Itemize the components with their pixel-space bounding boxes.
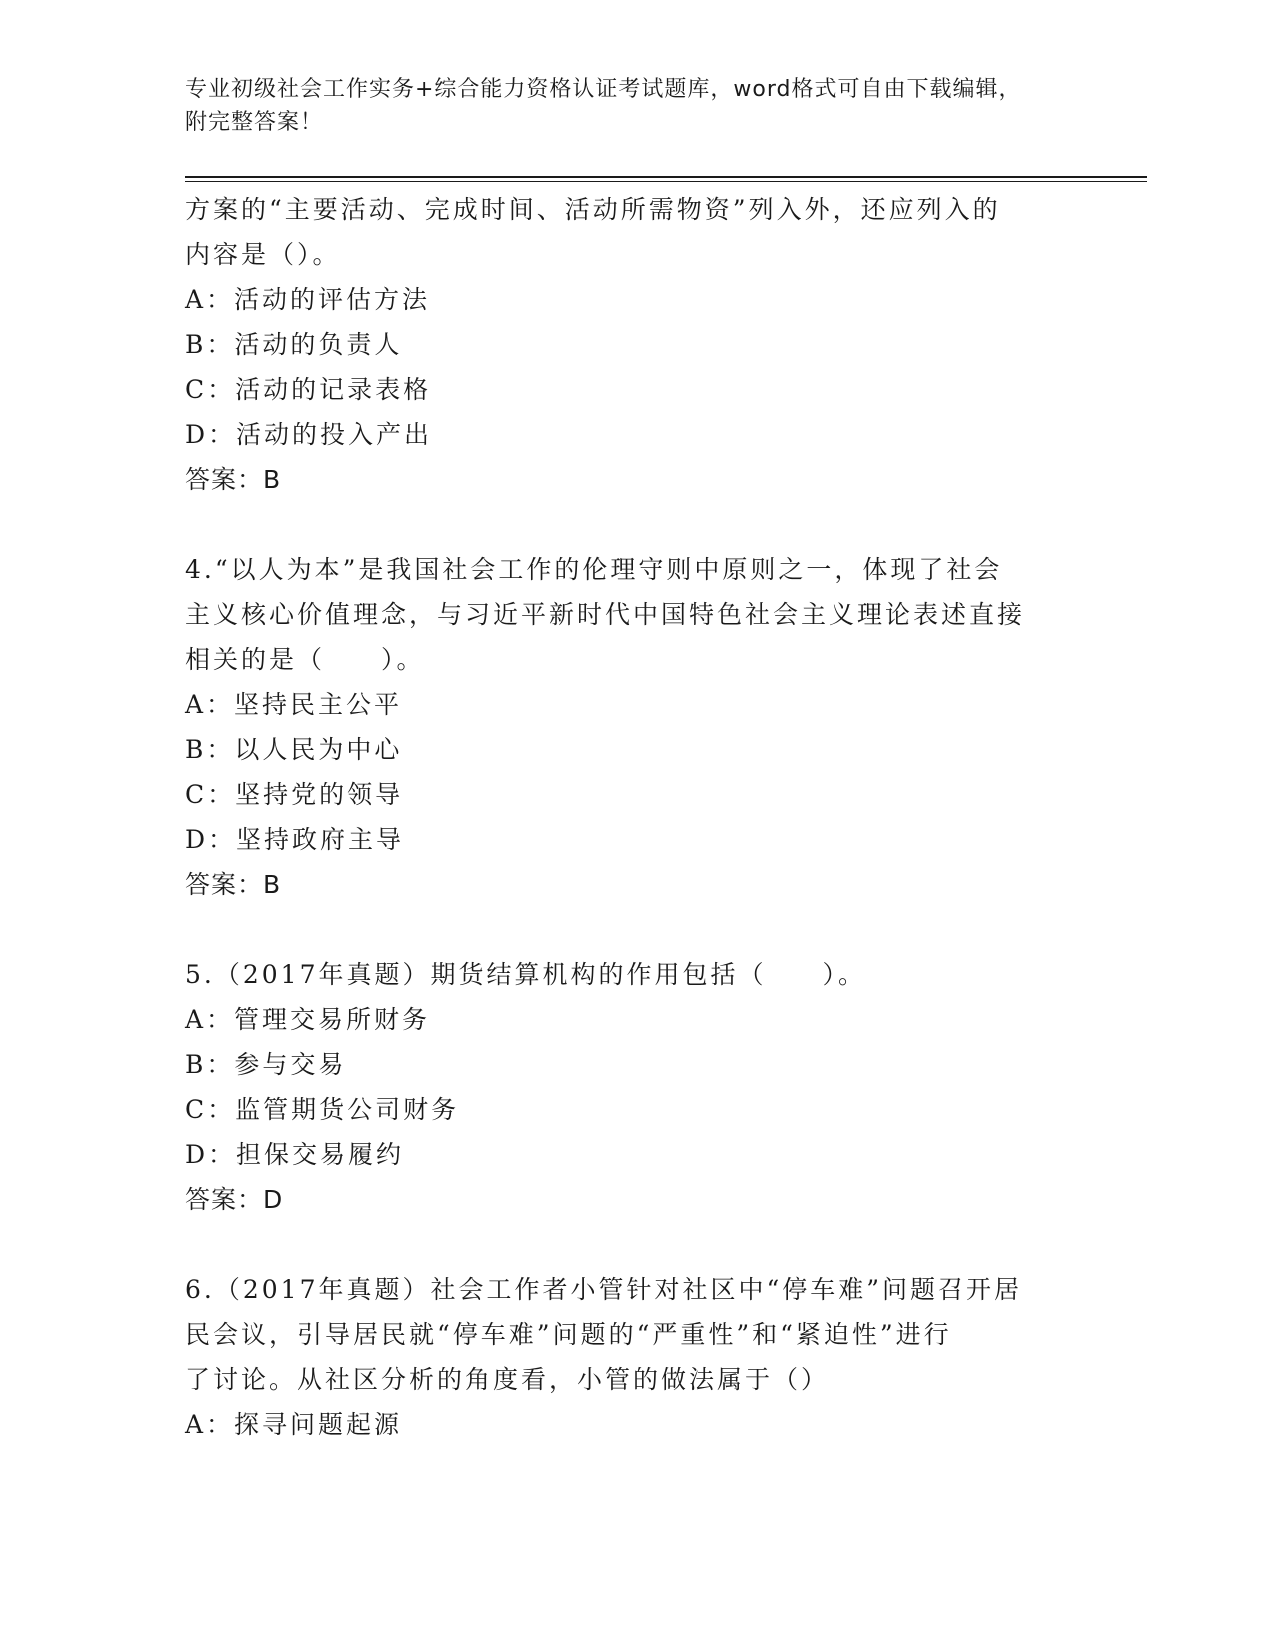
question-item (185, 547, 1065, 907)
answer-line: 答案：B (185, 870, 282, 899)
question-list (185, 187, 1065, 1447)
answer-line: 答案：B (185, 465, 282, 494)
question-item (185, 952, 1065, 1222)
question-stem-line: 4.“以人为本”是我国社会工作的伦理守则中原则之一，体现了社会 (185, 555, 1003, 584)
question-stem-line: 5.（2017年真题）期货结算机构的作用包括（ ）。 (185, 960, 866, 989)
option-d: D：担保交易履约 (185, 1140, 405, 1169)
option-c: C：活动的记录表格 (185, 375, 432, 404)
question-stem-line: 民会议，引导居民就“停车难”问题的“严重性”和“紧迫性”进行 (185, 1320, 952, 1349)
option-a: A：探寻问题起源 (185, 1410, 403, 1439)
option-a: A：管理交易所财务 (185, 1005, 431, 1034)
option-b: B：以人民为中心 (185, 735, 403, 764)
question-stem-line: 内容是（）。 (185, 240, 341, 269)
header-divider-thick (185, 176, 1147, 178)
option-d: D：坚持政府主导 (185, 825, 405, 854)
question-item (185, 187, 1065, 502)
answer-line: 答案：D (185, 1185, 284, 1214)
header-line-1: 专业初级社会工作实务+综合能力资格认证考试题库，word格式可自由下载编辑， (185, 77, 1022, 102)
document-header (185, 73, 1065, 139)
question-item (185, 1267, 1065, 1447)
question-stem-line: 6.（2017年真题）社会工作者小管针对社区中“停车难”问题召开居 (185, 1275, 1023, 1304)
question-stem-line: 主义核心价值理念，与习近平新时代中国特色社会主义理论表述直接 (185, 600, 1026, 629)
option-b: B：参与交易 (185, 1050, 347, 1079)
option-c: C：监管期货公司财务 (185, 1095, 460, 1124)
option-c: C：坚持党的领导 (185, 780, 404, 809)
question-spacer (185, 907, 1065, 952)
header-line-2: 附完整答案！ (185, 110, 324, 135)
option-b: B：活动的负责人 (185, 330, 403, 359)
header-divider-thin (185, 181, 1147, 182)
question-stem-line: 方案的“主要活动、完成时间、活动所需物资”列入外，还应列入的 (185, 195, 1001, 224)
option-d: D：活动的投入产出 (185, 420, 433, 449)
question-stem-line: 相关的是（ ）。 (185, 645, 425, 674)
option-a: A：活动的评估方法 (185, 285, 431, 314)
option-a: A：坚持民主公平 (185, 690, 403, 719)
question-spacer (185, 1222, 1065, 1267)
question-spacer (185, 502, 1065, 547)
question-stem-line: 了讨论。从社区分析的角度看，小管的做法属于（） (185, 1365, 830, 1394)
